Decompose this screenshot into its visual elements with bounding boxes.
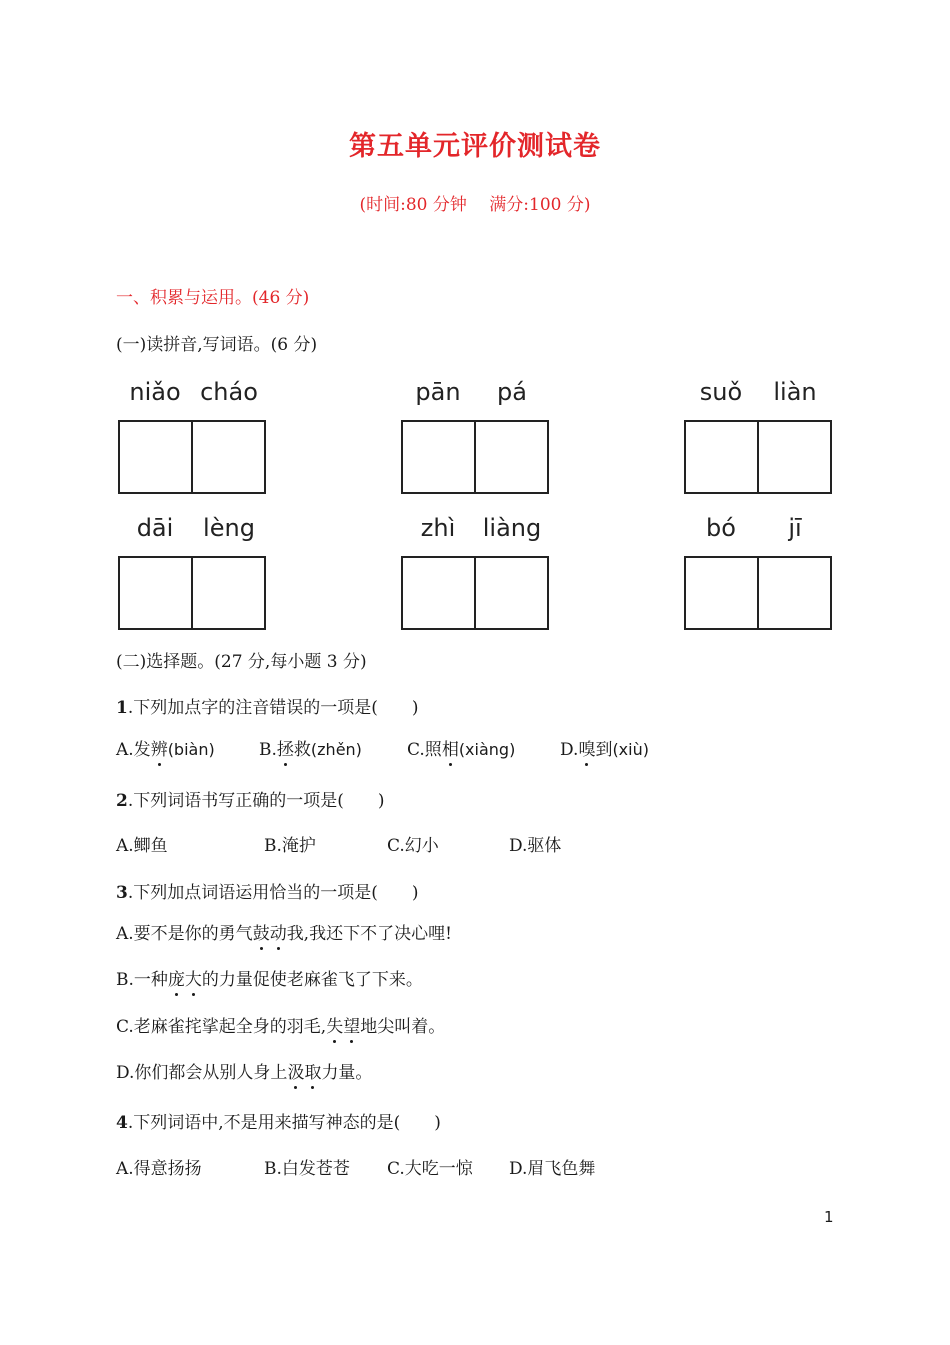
pinyin-word-block bbox=[118, 378, 266, 494]
q4-option-b: B.白发苍苍 bbox=[264, 1159, 350, 1179]
pinyin-word-block bbox=[401, 378, 549, 494]
part2-heading: (二)选择题。(27 分,每小题 3 分) bbox=[116, 652, 367, 672]
writing-box[interactable] bbox=[401, 420, 549, 494]
q1-option-d: D.嗅到(xiù) bbox=[560, 735, 649, 760]
q4-option-a: A.得意扬扬 bbox=[116, 1159, 202, 1179]
q3-option-a: A.要不是你的勇气鼓动我,我还下不了决心哩! bbox=[116, 919, 452, 944]
page-number: 1 bbox=[824, 1208, 834, 1226]
writing-box[interactable] bbox=[684, 420, 832, 494]
writing-box[interactable] bbox=[118, 420, 266, 494]
pinyin-label: dāi lèng bbox=[136, 514, 255, 542]
q2-option-c: C.幻小 bbox=[387, 836, 439, 856]
pinyin-word-block bbox=[684, 378, 832, 494]
q1-option-b: B.拯救(zhěn) bbox=[259, 735, 362, 760]
q2-option-b: B.淹护 bbox=[264, 836, 316, 856]
question-1: 1.下列加点字的注音错误的一项是( ) bbox=[116, 698, 419, 718]
q3-option-c: C.老麻雀挓挲起全身的羽毛,失望地尖叫着。 bbox=[116, 1012, 445, 1037]
q4-option-c: C.大吃一惊 bbox=[387, 1159, 473, 1179]
pinyin-label: bó jī bbox=[706, 514, 802, 542]
q4-option-d: D.眉飞色舞 bbox=[509, 1159, 596, 1179]
section-heading: 一、积累与运用。(46 分) bbox=[116, 288, 310, 308]
q2-option-d: D.驱体 bbox=[509, 836, 562, 856]
writing-box[interactable] bbox=[401, 556, 549, 630]
question-4: 4.下列词语中,不是用来描写神态的是( ) bbox=[116, 1113, 441, 1133]
part1-heading: (一)读拼音,写词语。(6 分) bbox=[116, 335, 318, 355]
writing-box[interactable] bbox=[684, 556, 832, 630]
pinyin-word-block bbox=[684, 514, 832, 630]
q1-option-c: C.照相(xiàng) bbox=[407, 735, 515, 760]
pinyin-label: suǒ liàn bbox=[699, 378, 817, 406]
q3-option-b: B.一种庞大的力量促使老麻雀飞了下来。 bbox=[116, 965, 423, 990]
question-3: 3.下列加点词语运用恰当的一项是( ) bbox=[116, 883, 419, 903]
pinyin-label: zhì liàng bbox=[420, 514, 542, 542]
pinyin-label: niǎo cháo bbox=[129, 378, 258, 406]
q1-option-a: A.发辨(biàn) bbox=[116, 735, 215, 760]
page-title: 第五单元评价测试卷 bbox=[349, 131, 601, 162]
question-2: 2.下列词语书写正确的一项是( ) bbox=[116, 791, 385, 811]
pinyin-label: pān pá bbox=[415, 378, 527, 406]
writing-box[interactable] bbox=[118, 556, 266, 630]
exam-meta: (时间:80 分钟 满分:100 分) bbox=[359, 195, 591, 215]
pinyin-word-block bbox=[401, 514, 549, 630]
pinyin-word-block bbox=[118, 514, 266, 630]
q2-option-a: A.鲫鱼 bbox=[116, 836, 168, 856]
q3-option-d: D.你们都会从别人身上汲取力量。 bbox=[116, 1058, 372, 1083]
